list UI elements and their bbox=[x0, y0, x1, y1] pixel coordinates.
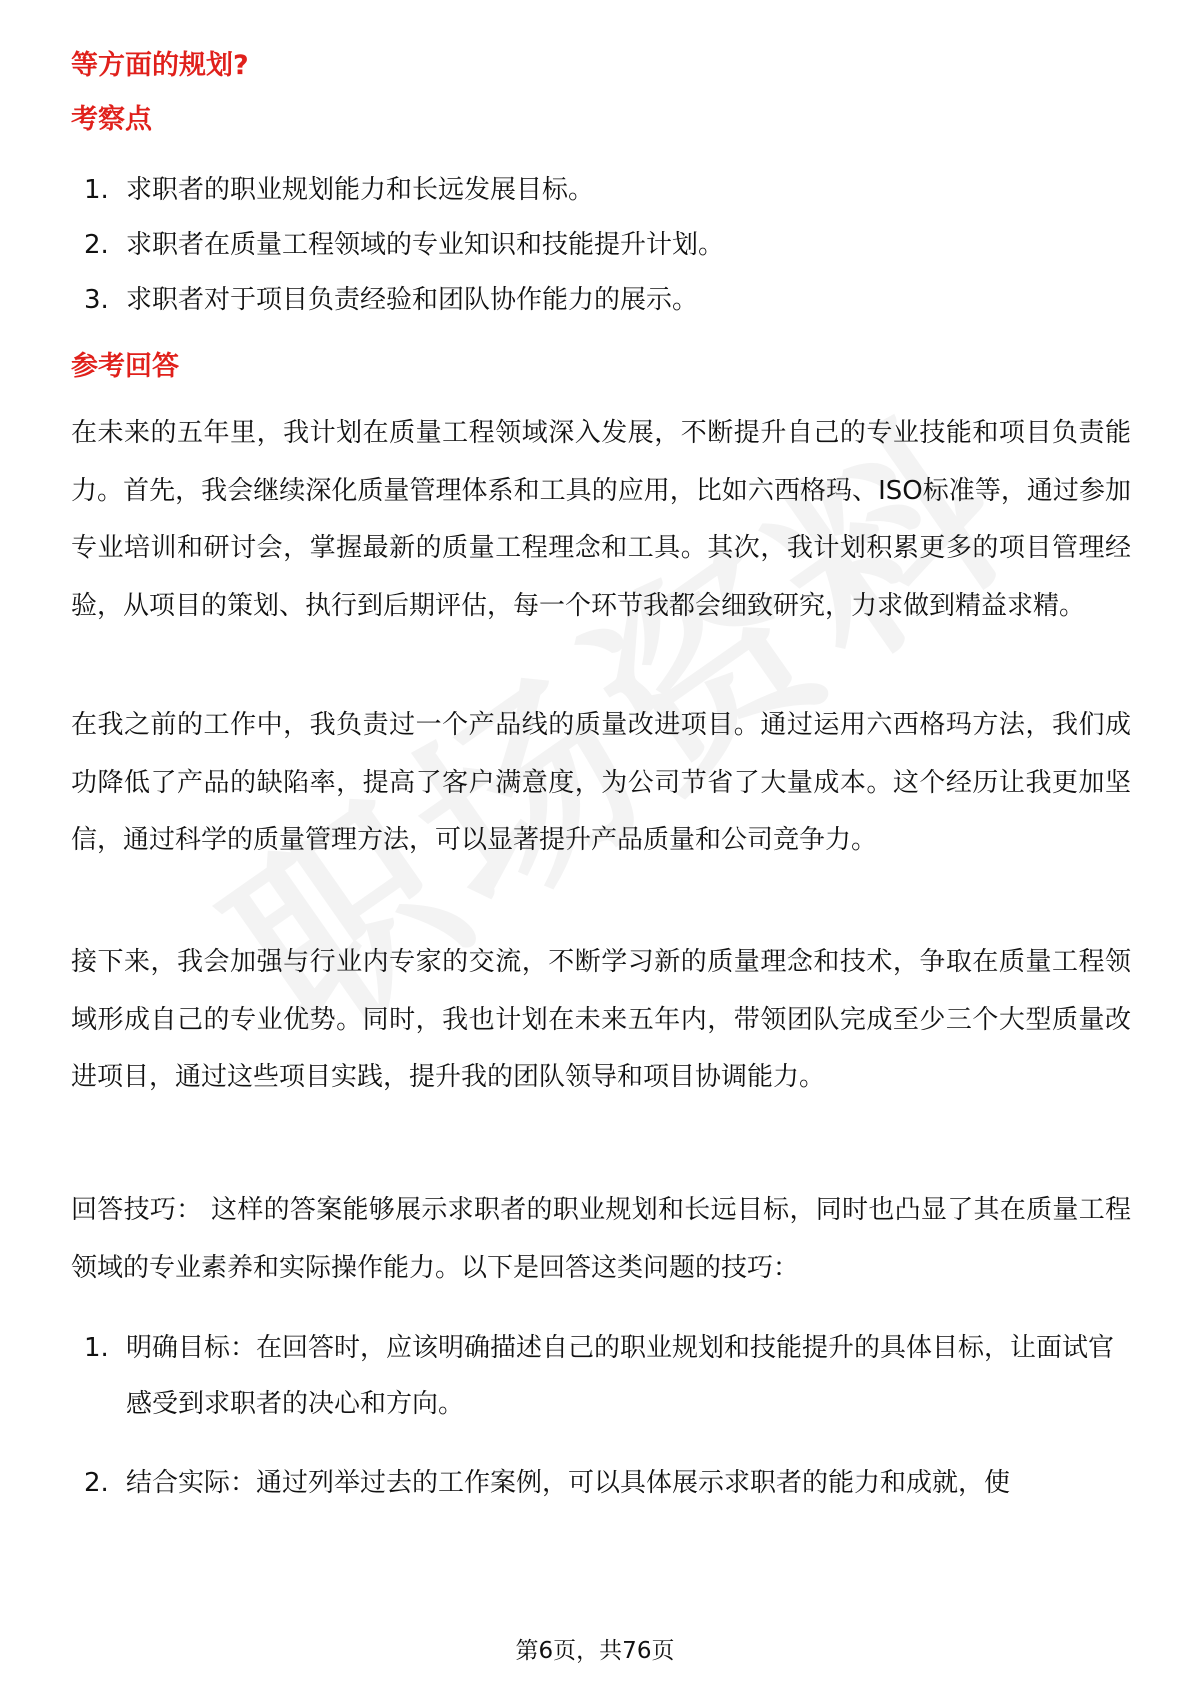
list-text: 明确目标：在回答时，应该明确描述自己的职业规划和技能提升的具体目标，让面试官感受到求职者的决心和方向。 bbox=[126, 1333, 1115, 1419]
focus-item bbox=[84, 162, 1134, 218]
list-text: 求职者在质量工程领域的专业知识和技能提升计划。 bbox=[126, 230, 725, 260]
list-number: 2. bbox=[84, 1468, 109, 1498]
answer-paragraph: 在我之前的工作中，我负责过一个产品线的质量改进项目。通过运用六西格玛方法，我们成功降低了产品的缺陷率，提高了客户满意度，为公司节省了大量成本。这个经历让我更加坚信，通过科学的质量管理方法，可以显著提升产品质量和公司竞争力。 bbox=[71, 710, 1131, 855]
focus-item bbox=[84, 272, 1134, 328]
focus-item bbox=[84, 217, 1134, 273]
list-number: 1. bbox=[84, 1333, 109, 1363]
list-text: 结合实际：通过列举过去的工作案例，可以具体展示求职者的能力和成就，使 bbox=[126, 1468, 1011, 1498]
list-number: 1. bbox=[84, 175, 109, 205]
answer-paragraph: 在未来的五年里，我计划在质量工程领域深入发展，不断提升自己的专业技能和项目负责能力。首先，我会继续深化质量管理体系和工具的应用，比如六西格玛、ISO标准等，通过参加专业培训和研讨会，掌握最新的质量工程理念和工具。其次，我计划积累更多的项目管理经验，从项目的策划、执行到后期评估，每一个环节我都会细致研究，力求做到精益求精。 bbox=[71, 418, 1131, 621]
answer-heading: 参考回答 bbox=[71, 351, 179, 382]
answer-paragraph: 接下来，我会加强与行业内专家的交流，不断学习新的质量理念和技术，争取在质量工程领域形成自己的专业优势。同时，我也计划在未来五年内，带领团队完成至少三个大型质量改进项目，通过这些项目实践，提升我的团队领导和项目协调能力。 bbox=[71, 947, 1131, 1092]
page-number: 第6页，共76页 bbox=[515, 1638, 675, 1664]
list-number: 3. bbox=[84, 285, 109, 315]
answer-tips-intro: 回答技巧： 这样的答案能够展示求职者的职业规划和长远目标，同时也凸显了其在质量工程领域的专业素养和实际操作能力。以下是回答这类问题的技巧： bbox=[71, 1195, 1131, 1283]
list-number: 2. bbox=[84, 230, 109, 260]
tip-item bbox=[84, 1320, 1134, 1432]
focus-heading: 考察点 bbox=[71, 104, 152, 135]
list-text: 求职者的职业规划能力和长远发展目标。 bbox=[126, 175, 595, 205]
tip-item bbox=[84, 1455, 1134, 1511]
continuation-heading: 等方面的规划? bbox=[71, 50, 249, 81]
list-text: 求职者对于项目负责经验和团队协作能力的展示。 bbox=[126, 285, 699, 315]
